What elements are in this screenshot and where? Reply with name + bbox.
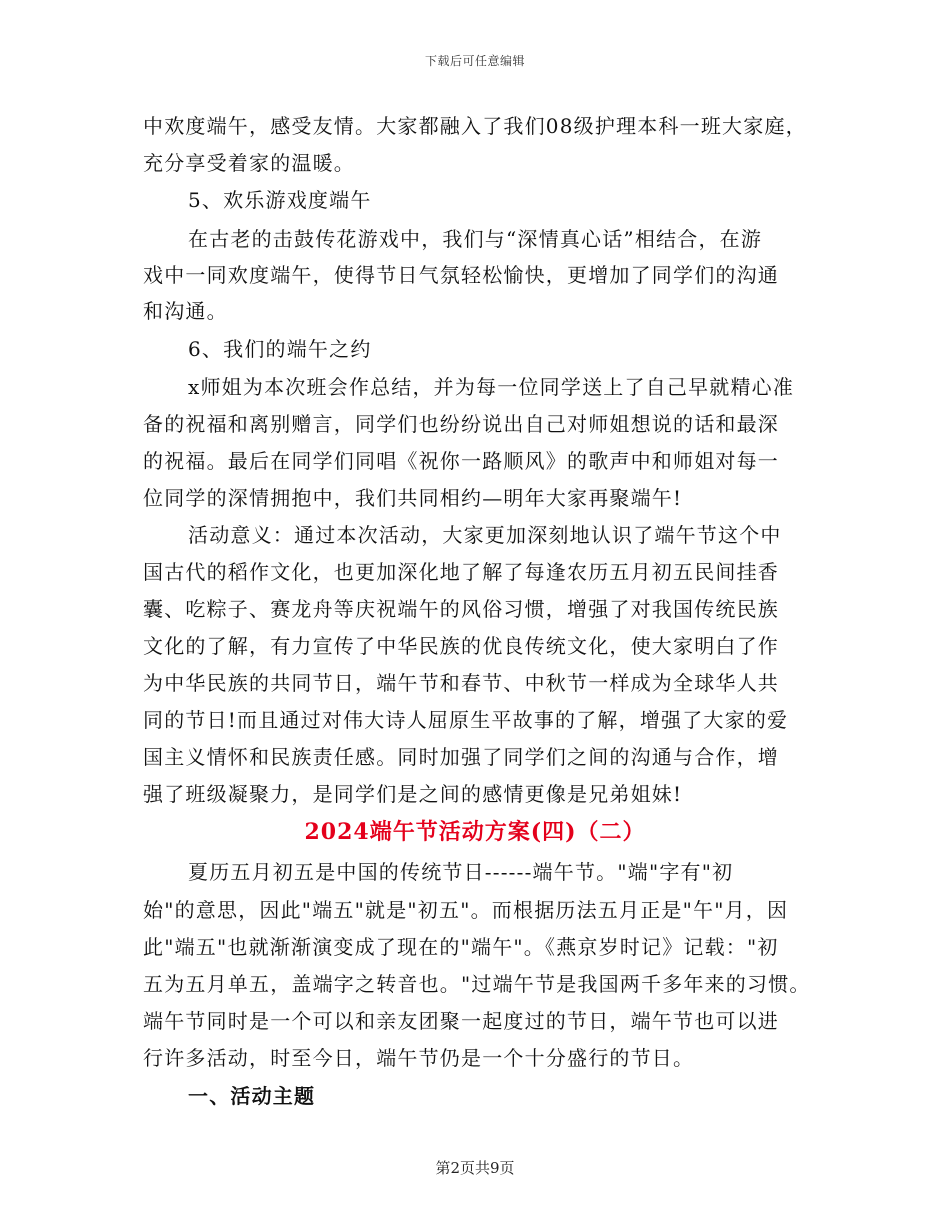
paragraph-line: 中欢度端午，感受友情。大家都融入了我们08级护理本科一班大家庭， — [143, 114, 807, 138]
paragraph-line: 行许多活动，时至今日，端午节仍是一个十分盛行的节日。 — [143, 1046, 695, 1070]
paragraph-line: 活动意义：通过本次活动，大家更加深刻地认识了端午节这个中 — [188, 523, 782, 547]
paragraph-line: 在古老的击鼓传花游戏中，我们与“深情真心话”相结合，在游 — [188, 227, 763, 251]
section-title: 2024端午节活动方案(四)（二） — [304, 819, 646, 845]
paragraph-line: 的祝福。最后在同学们同唱《祝你一路顺风》的歌声中和师姐对每一 — [143, 449, 779, 473]
paragraph-line: 戏中一同欢度端午，使得节日气氛轻松愉快，更增加了同学们的沟通 — [143, 263, 779, 287]
paragraph-line: 文化的了解，有力宣传了中华民族的优良传统文化，使大家明白了作 — [143, 634, 779, 658]
paragraph-line: 夏历五月初五是中国的传统节日------端午节。"端"字有"初 — [188, 860, 734, 884]
paragraph-line: 始"的意思，因此"端五"就是"初五"。而根据历法五月正是"午"月，因 — [143, 898, 789, 922]
paragraph-line: 位同学的深情拥抱中，我们共同相约—明年大家再聚端午! — [143, 486, 683, 510]
paragraph-line: 五为五月单五，盖端字之转音也。"过端午节是我国两千多年来的习惯。 — [143, 972, 811, 996]
paragraph-line: 同的节日!而且通过对伟大诗人屈原生平故事的了解，增强了大家的爱 — [143, 708, 789, 732]
paragraph-line: 为中华民族的共同节日，端午节和春节、中秋节一样成为全球华人共 — [143, 671, 779, 695]
page-footer: 第2页共9页 — [435, 1159, 515, 1177]
paragraph-line: 端午节同时是一个可以和亲友团聚一起度过的节日，端午节也可以进 — [143, 1009, 779, 1033]
section-heading: 6、我们的端午之约 — [188, 337, 372, 361]
page-header: 下载后可任意编辑 — [424, 54, 525, 68]
paragraph-line: 国古代的稻作文化，也更加深化地了解了每逢农历五月初五民间挂香 — [143, 560, 779, 584]
paragraph-line: 备的祝福和离别赠言，同学们也纷纷说出自己对师姐想说的话和最深 — [143, 412, 779, 436]
section-heading: 5、欢乐游戏度端午 — [188, 188, 372, 212]
paragraph-line: 囊、吃粽子、赛龙舟等庆祝端午的风俗习惯，增强了对我国传统民族 — [143, 597, 779, 621]
paragraph-line: x师姐为本次班会作总结，并为每一位同学送上了自己早就精心准 — [188, 375, 795, 399]
section-heading: 一、活动主题 — [188, 1084, 316, 1108]
paragraph-line: 强了班级凝聚力，是同学们是之间的感情更像是兄弟姐妹! — [143, 782, 683, 806]
paragraph-line: 充分享受着家的温暖。 — [143, 151, 355, 175]
paragraph-line: 国主义情怀和民族责任感。同时加强了同学们之间的沟通与合作，增 — [143, 745, 779, 769]
paragraph-line: 和沟通。 — [143, 299, 228, 323]
paragraph-line: 此"端五"也就渐渐演变成了现在的"端午"。《燕京岁时记》记载："初 — [143, 935, 779, 959]
